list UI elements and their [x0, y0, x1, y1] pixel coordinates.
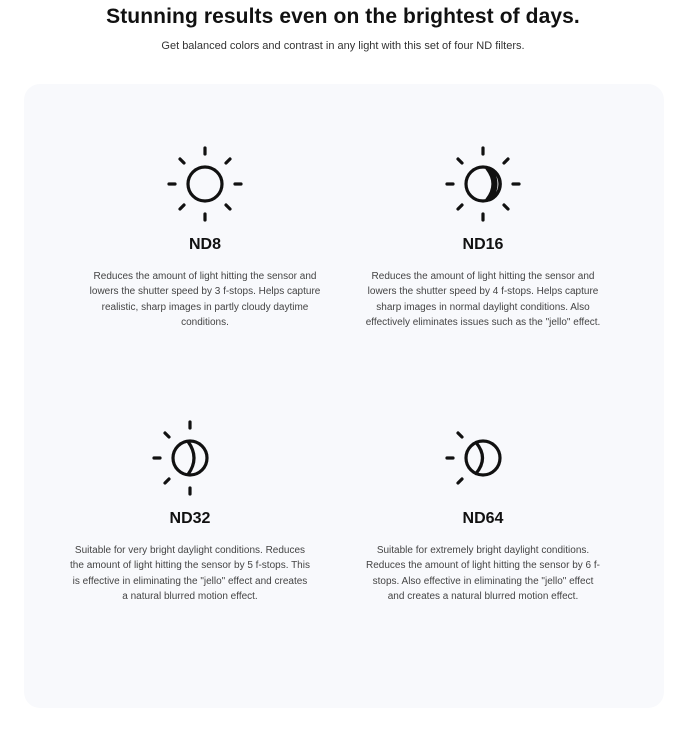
filter-nd8: [85, 146, 325, 331]
filter-name: ND8: [188, 236, 221, 253]
filter-description: Suitable for very bright daylight conditions. Reduces the amount of light hitting the sensor by 5 f-stops. This is effective in eliminating the "jello" effect and creates a natural blurred motion effect.: [70, 545, 310, 603]
filter-nd32: [70, 420, 310, 605]
filter-nd64: [363, 420, 603, 605]
sun-partial-icon: [445, 146, 521, 222]
filter-description: Reduces the amount of light hitting the sensor and lowers the shutter speed by 3 f-stops. Helps capture realistic, sharp images in partly cloudy daytime conditions.: [89, 271, 321, 329]
filter-description: Suitable for extremely bright daylight conditions. Reduces the amount of light hitting the sensor by 6 f-stops. Also effective in eliminating the "jello" effect and creates a natural blurred motion effect.: [365, 545, 601, 603]
filter-name: ND16: [462, 236, 504, 253]
filter-name: ND32: [169, 510, 211, 527]
sun-eclipse-icon: [445, 420, 521, 496]
filter-nd16: [363, 146, 603, 331]
page-title: Stunning results even on the brightest of days.: [106, 5, 580, 28]
sun-half-icon: [152, 420, 228, 496]
filter-name: ND64: [462, 510, 504, 527]
sun-icon: [167, 146, 243, 222]
filters-card: [24, 84, 664, 708]
page-subtitle: Get balanced colors and contrast in any light with this set of four ND filters.: [161, 40, 525, 52]
filter-description: Reduces the amount of light hitting the sensor and lowers the shutter speed by 4 f-stops. Helps capture sharp images in normal daylight conditions. Also effectively eliminates issues such as the "jello" effect.: [365, 271, 601, 329]
